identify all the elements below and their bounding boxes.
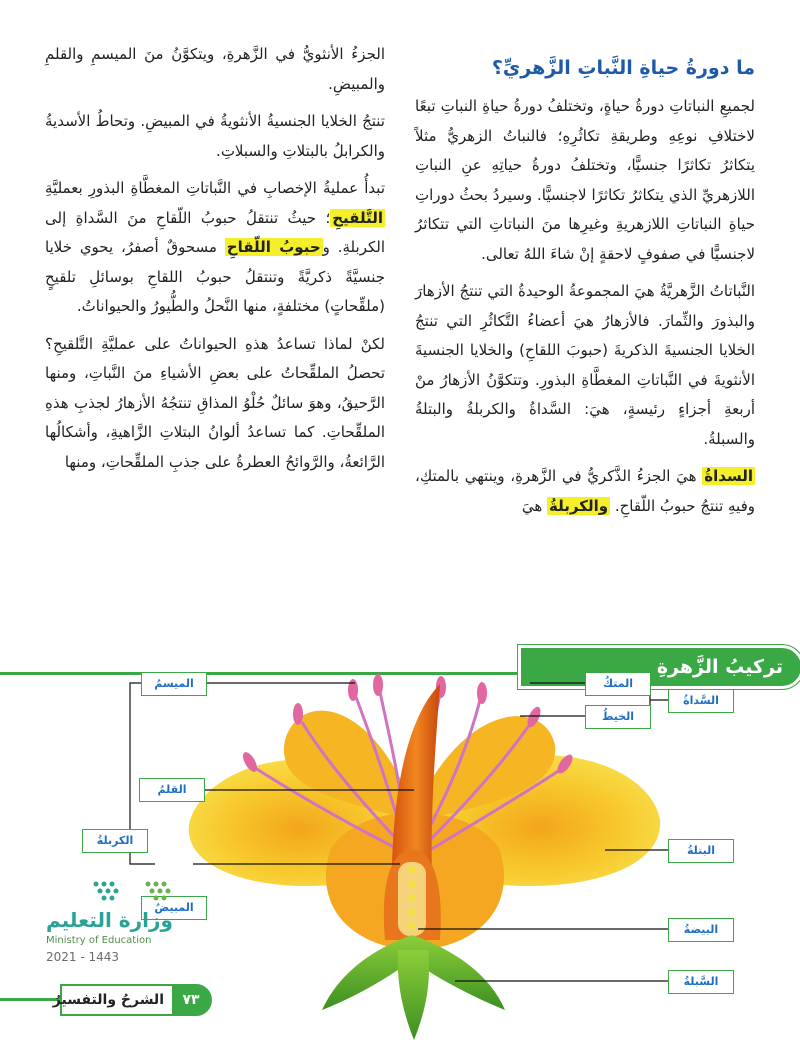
ministry-logo-icon (88, 876, 188, 910)
ministry-english-name: Ministry of Education (46, 935, 152, 946)
paragraph: لكنْ لماذا تساعدُ هذهِ الحيواناتُ على عمليَّةِ التَّلقيحِ؟ تحصلُ الملقِّحاتُ على بعضِ الأشياءِ منَ النَّباتِ، ومنها الرَّحيقُ، وهوَ سائلٌ حُلْوُ المذاقِ تنتجُهُ الأزهارُ لجذبِ هذهِ الملقِّحاتِ. كما تساعدُ ألوانُ البتلاتِ الزَّاهيةِ، وأشكالُها الرَّائعةُ، والرَّوائحُ العطرةُ على جذبِ الملقِّحاتِ، ومنها (45, 334, 385, 471)
footer-tab (52, 984, 212, 1016)
highlighted-term: السداةُ (704, 467, 753, 485)
page-number: ٧٣ (172, 986, 210, 1014)
label-style: القلمُ (139, 778, 205, 802)
highlighted-term: التَّلقيحِ (332, 208, 383, 227)
ministry-arabic-name: وزارة التعليم (46, 908, 173, 932)
label-sepal: السَّبلةُ (668, 970, 734, 994)
paragraph-text: هيَ الجزءُ الذَّكريُّ في الزَّهرةِ، وينتهي بالمتكِ، وفيهِ تنتجُ حبوبُ اللّقاحِ. (415, 467, 755, 515)
paragraph: النَّباتاتُ الزَّهريَّةُ هيَ المجموعةُ الوحيدةُ التي تنتجُ الأزهارَ والبذورَ والثِّمارَ. فالأزهارُ هيَ أعضاءُ التَّكاثُرِ التي تنتجُ الخلايا الجنسيةَ الذكريةَ (حبوبَ اللقاحِ) والخلايا الجنسيةَ الأنثويةَ في النَّباتاتِ المغطَّاةِ البذورِ. وتتكوَّنُ الأزهارُ منْ أربعةِ أجزاءٍ رئيسةٍ، هيَ: السَّداةُ والكربلةُ والبتلةُ والسبلةُ. (415, 282, 755, 448)
label-petal: البتلةُ (668, 839, 734, 863)
paragraph-text: هيَ (521, 496, 548, 515)
paragraph: تنتجُ الخلايا الجنسيةُ الأنثويةُ في المبيضِ. وتحاطُ الأسديةُ والكرابلُ بالبتلاتِ والسبلاتِ. (45, 112, 385, 160)
paragraph-text: مسحوقٌ أصفرُ، يحوي خلايا جنسيَّةً ذكريَّةً وتنتقلُ حبوبُ اللقاحِ بوسائلِ تلقيحٍ (ملقِّحاتٍ) مختلفةٍ، منها النَّحلُ والطُّيورُ والحيواناتُ. (45, 238, 385, 315)
footer-title: الشرحُ والتفسيرُ (52, 992, 164, 1008)
label-stigma: الميسمُ (141, 672, 207, 696)
label-ovule: البيضةُ (668, 918, 734, 942)
label-anther: المتكُ (585, 672, 651, 696)
paragraph-text: تبدأُ عمليةُ الإخصابِ في النَّباتاتِ المغطَّاةِ البذورِ بعمليَّةِ (45, 179, 385, 197)
highlighted-term: حبوبُ اللّقاحِ (226, 238, 321, 256)
section-heading: ما دورةُ حياةِ النَّباتِ الزَّهريِّ؟ (491, 57, 755, 79)
paragraph: الجزءُ الأنثويُّ في الزَّهرةِ، ويتكوَّنُ منَ الميسمِ والقلمِ والمبيضِ. (45, 45, 385, 93)
highlighted-term: والكربلةُ (549, 496, 609, 515)
paragraph-text: ؛ حيثُ تنتقلُ حبوبُ اللّقاحِ منَ السَّداةِ إلى الكربلةِ. و (45, 208, 385, 256)
academic-year: 2021 - 1443 (46, 950, 120, 964)
label-filament: الخيطُ (585, 705, 651, 729)
label-carpel: الكربلةُ (82, 829, 148, 853)
section-title: تركيبُ الزَّهرةِ (518, 645, 800, 689)
label-stamen: السَّداةُ (668, 689, 734, 713)
paragraph: لجميعِ النباتاتِ دورةُ حياةٍ، وتختلفُ دورةُ حياةِ النباتِ تبعًا لاختلافِ نوعِهِ وطريقةِ تكاثُرِهِ؛ فالنباتُ الزهريُّ مثلاً يتكاثرُ تكاثرًا جنسيًّا، وتختلفُ دورةُ حياتِهِ عنِ النباتِ اللازهريِّ الذي يتكاثرُ تكاثرًا لاجنسيًّا. وسيردُ بحثُ دوراتِ حياةِ النباتاتِ اللازهريةِ وغيرِها منَ النباتاتِ التي تتكاثرُ لاجنسيًّا في صفوفٍ لاحقةٍ إنْ شاءَ اللهُ تعالى. (415, 97, 755, 263)
sepals (322, 935, 505, 1040)
label-ovary: المبيضُ (141, 896, 207, 920)
